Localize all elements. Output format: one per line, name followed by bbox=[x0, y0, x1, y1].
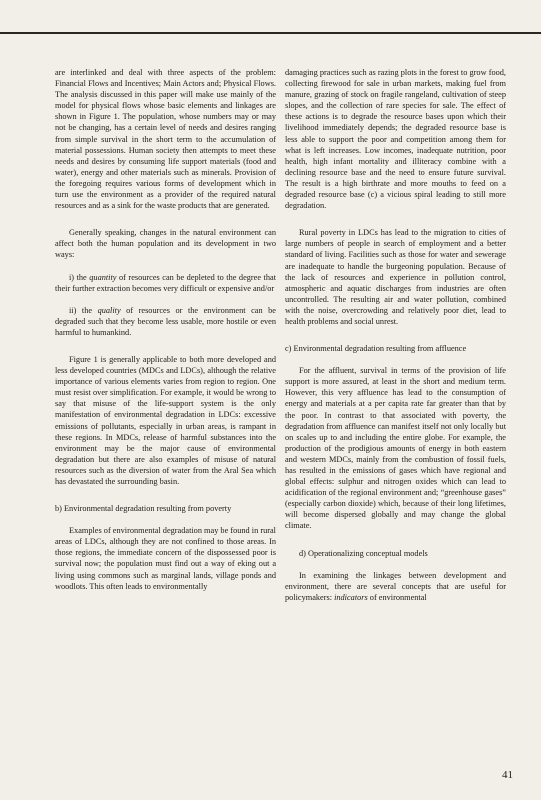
paragraph: Rural poverty in LDCs has lead to the migration to cities of large numbers of people in search of employment and a better standard of living. Facilities such as those for water and sewerage are inadequate to handle the burgeoning population. Because of the lack of resources and experience in pollution control, atmospheric and aquatic discharges from industries are often uncontrolled. The resulting air and water pollution, combined with the noise, overcrowding and relatively poor diet, lead to health problems and social unrest. bbox=[285, 228, 506, 326]
paragraph: For the affluent, survival in terms of the provision of life support is more assured, at least in the short and medium term. However, this very affluence has lead to the consumption of energy and materials at a per capita rate far greater than that by the poor. In contrast to that associated with poverty, the degradation from affluence can manifest itself not only locally but on scales up to and including the entire globe. For example, the production of the prodigious amounts of energy in both eastern and western MDCs, mainly from the combustion of fossil fuels, has resulted in the emissions of gases which have regional and global effects: sulphur and nitrogen oxides which can lead to acidification of the regional environment and; “greenhouse gases” (especially carbon dioxide) which, because of their long lifetimes, will become dispersed globally and may change the global climate. bbox=[285, 366, 506, 531]
emphasis: indicators bbox=[334, 592, 368, 602]
paragraph-quality bbox=[55, 305, 276, 338]
text: of resources can be depleted to the degree that their further extraction becomes very difficult or expensive and/or bbox=[55, 272, 277, 293]
paragraph: are interlinked and deal with three aspects of the problem: Financial Flows and Incentives; Main Actors and; Physical Flows. The analysis discussed in this paper will make use mainly of the model for physical flows whose basic elements and linkages are shown in Figure 1. The population, whose numbers may or may not be changing, has a certain level of needs and desires ranging from simple survival in the short term to the accumulation of material possessions. Human society then attempts to meet these needs and desires by consuming life support materials (food and water), energy and other materials such as minerals. Provision of the foregoing requires various forms of development which in turn use the environment as a provider of the required natural resources and as a sink for the waste products that are generated. bbox=[55, 68, 276, 211]
header-rule bbox=[0, 32, 541, 34]
text: i) the bbox=[69, 272, 90, 282]
text: In examining the linkages between development and environment, there are several concepts that are useful for policymakers: bbox=[285, 570, 506, 602]
paragraph-quantity bbox=[55, 272, 276, 294]
section-heading-c: c) Environmental degradation resulting from affluence bbox=[285, 344, 467, 354]
section-heading-d: d) Operationalizing conceptual models bbox=[299, 548, 428, 558]
page-number: 41 bbox=[502, 769, 513, 781]
text: of environmental bbox=[367, 592, 427, 602]
text: of resources or the environment can be degraded such that they become less usable, more hostile or even harmful to humankind. bbox=[55, 305, 276, 337]
section-heading-b: b) Environmental degradation resulting from poverty bbox=[55, 504, 232, 514]
text: ii) the bbox=[69, 305, 98, 315]
paragraph-indicators bbox=[285, 570, 506, 603]
paragraph: Examples of environmental degradation may be found in rural areas of LDCs, although they are not confined to those areas. In those regions, the immediate concern of the dispossessed poor is survival now; the population must find out a way of eking out a living using commons such as marginal lands, village ponds and woodlots. This often leads to environmentally bbox=[55, 526, 276, 591]
paragraph: damaging practices such as razing plots in the forest to grow food, collecting firewood for sale in urban markets, making fuel from manure, grazing of stock on fragile rangeland, cultivation of steep slopes, and the collection of rare species for sale. The effect of these actions is to degrade the resource bases upon which their livelihood immediately depends; the degraded resource base is less able to support the poor and competition among them for what is left increases. Low incomes, inadequate nutrition, poor health, high infant mortality and illiteracy combine with a declining resource base and the need to ensure future survival. The result is a high birthrate and more mouths to feed on a degraded resource base (c) a vicious spiral leading to still more degradation. bbox=[285, 68, 506, 211]
paragraph: Figure 1 is generally applicable to both more developed and less developed countries (MDCs and LDCs), although the relative importance of various elements varies from region to region. One must resist over simplification. For example, it would be wrong to say that misuse of the life-support system is the only manifestation of environmental degradation in LDCs: excessive emissions of pollutants, especially in urban areas, is rampant in these regions. In MDCs, release of harmful substances into the environment may be the major cause of environmental degradation but there are also examples of misuse of natural resources such as the diversion of water from the Aral Sea which has devastated the surrounding basin. bbox=[55, 354, 276, 486]
paragraph: Generally speaking, changes in the natural environment can affect both the human population and its development in two ways: bbox=[55, 228, 276, 260]
left-column bbox=[55, 67, 276, 592]
emphasis: quality bbox=[97, 305, 121, 315]
right-column bbox=[285, 67, 506, 603]
emphasis: quantity bbox=[89, 272, 117, 282]
